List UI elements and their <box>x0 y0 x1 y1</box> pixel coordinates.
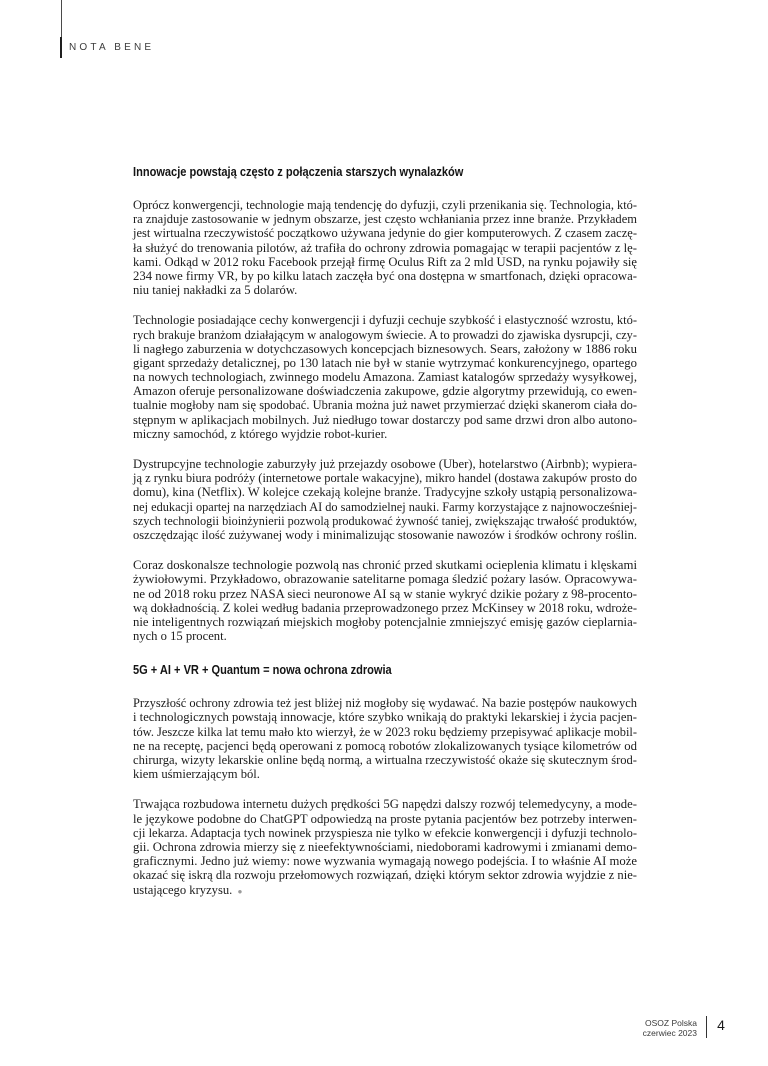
text-line: Coraz doskonalsze technologie pozwolą nas chronić przed skutkami ocieplenia klimatu i klęskami <box>133 558 638 573</box>
text-line: Amazon oferuje personalizowane doświadczenia zakupowe, gdzie algorytmy przewidują, co ewen- <box>133 384 638 399</box>
paragraph <box>133 696 637 781</box>
text-line: rych brakuje branżom działającym w analogowym świecie. A to prowadzi do zjawiska dysrupcji, czy- <box>133 327 637 342</box>
article <box>133 164 637 913</box>
paragraph <box>133 558 637 643</box>
text-line: kami. Odkąd w 2012 roku Facebook przejął firmę Oculus Rift za 2 mld USD, na rynku pojawiły się <box>133 254 638 269</box>
text-line: jest wirtualna rzeczywistość początkowo używana jedynie do gier komputerowych. Z czasem zaczę- <box>133 226 638 241</box>
text-line: Oprócz konwergencji, technologie mają tendencję do dyfuzji, czyli przenikania się. Technologia, któ- <box>133 198 638 212</box>
text-line: kiem uśmierzającym ból. <box>133 767 260 782</box>
text-line: graficznymi. Jedno już wiemy: nowe wyzwania wymagają nowego podejścia. I to właśnie AI może <box>133 854 637 869</box>
text-line: Dystrupcyjne technologie zaburzyły już przejazdy osobowe (Uber), hotelarstwo (Airbnb); wypiera- <box>133 457 638 471</box>
text-line: nych o 15 procent. <box>133 629 227 644</box>
text-line: tualnie mogłoby nam się spodobać. Ubrania można już nawet przymierzać dzięki skanerom ciała do- <box>133 398 637 413</box>
footer-magazine-name: OSOZ Polska <box>645 1018 697 1028</box>
article-section <box>133 662 637 896</box>
paragraph <box>133 457 637 542</box>
footer-issue: czerwiec 2023 <box>642 1027 697 1038</box>
paragraph <box>133 797 637 896</box>
text-line: stępnym w aplikacjach mobilnych. Już niedługo towar dostarczy pod same drzwi dron albo autono- <box>133 412 638 427</box>
text-line: niu taniej nakładki za 5 dolarów. <box>133 283 298 298</box>
text-line: miczny samochód, z którego wyjdzie robot-kurier. <box>133 426 388 441</box>
footer-divider <box>706 1016 707 1038</box>
kicker-rule-tick <box>60 37 62 58</box>
text-line: oszczędzając ilość zużywanej wody i minimalizując stosowanie nawozów i środków ochrony roślin. <box>133 527 638 542</box>
paragraph <box>133 198 637 297</box>
text-line: Przyszłość ochrony zdrowia też jest bliżej niż mogłoby się wydawać. Na bazie postępów naukowych <box>133 696 638 711</box>
footer-magazine-block <box>643 1019 697 1038</box>
text-line: domu), kina (Netflix). W kolejce czekają kolejne branże. Tradycyjne szkoły ustąpią personalizowa- <box>133 485 637 500</box>
text-line: żywiołowymi. Przykładowo, obrazowanie satelitarne pomaga śledzić pożary lasów. Opracowywa- <box>133 572 638 587</box>
text-line: tów. Jeszcze kilka lat temu mało kto wierzył, że w 2023 roku będziemy przepisywać aplikacje mobil- <box>133 724 638 739</box>
page-number: 4 <box>717 1017 725 1033</box>
text-line: chirurga, wizyty lekarskie online będą normą, a wirtualna rzeczywistość okaże się skutecznym środ- <box>133 753 637 767</box>
text-line: ne na receptę, pacjenci będą operowani z pomocą robotów zlokalizowanych tysiące kilometrów od <box>133 738 637 753</box>
text-line: ją z rynku biura podróży (internetowe portale wakacyjne), mikro handel (dostawa zakupów prosto do <box>133 471 637 486</box>
text-line: wą dokładnością. Z kolei według badania przeprowadzonego przez McKinsey w 2018 roku, wdroże- <box>133 600 637 615</box>
text-line: cji lekarza. Adaptacja tych nowinek przyspiesza nie tylko w efekcie konwergencji i dyfuzji technolo- <box>133 825 637 840</box>
section-heading: 5G + AI + VR + Quantum = nowa ochrona zdrowia <box>133 662 392 678</box>
section-heading: Innowacje powstają często z połączenia starszych wynalazków <box>133 164 464 179</box>
text-line: na nowych technologiach, zwinnego modelu Amazona. Zamiast katalogów sprzedaży wysyłkowej, <box>133 370 637 385</box>
text-line: 234 nowe firmy VR, by po kilku latach zaczęła być ona dostępna w smartfonach, dzięki opracowa- <box>133 268 637 283</box>
text-line: nej edukacji opartej na narzędziach AI do samodzielnej nauki. Farmy korzystające z najnowocześniej- <box>133 499 637 514</box>
text-line: le językowe podobne do ChatGPT odpowiedzą na proste pytania pacjentów bez potrzeby interwen- <box>133 811 638 826</box>
text-line: szych technologii bioinżynierii pozwolą produkować żywność taniej, zwiększając trwałość produktów, <box>133 513 638 528</box>
article-section <box>133 164 637 643</box>
text-line: ła służyć do trenowania pilotów, aż trafiła do ochrony zdrowia pomagając w terapii pacjentów z lę- <box>133 240 638 255</box>
text-line: Technologie posiadające cechy konwergencji i dyfuzji cechuje szybkość i elastyczność wzrostu, któ- <box>133 313 638 328</box>
text-line: li nagłego zaburzenia w dotychczasowych koncepcjach biznesowych. Sears, założony w 1886 roku <box>133 341 638 356</box>
text-line: gigant sprzedaży detalicznej, po 130 latach nie był w stanie wytrzymać konkurencyjnego, opartego <box>133 355 637 370</box>
text-line: Trwająca rozbudowa internetu dużych prędkości 5G napędzi dalszy rozwój telemedycyny, a mode- <box>133 797 637 812</box>
text-line: gii. Ochrona zdrowia mierzy się z nieefektywnościami, niedoborami kadrowymi i zmianami demo- <box>133 839 637 854</box>
paragraph <box>133 313 637 441</box>
end-of-article-icon: ● <box>237 886 243 896</box>
text-line: nie inteligentnych rozwiązań miejskich mogłoby potencjalnie zmniejszyć emisję gazów cieplarnia- <box>133 614 637 629</box>
kicker: NOTA BENE <box>69 42 155 53</box>
text-line: ra znajduje zastosowanie w jednym obszarze, jest często wchłaniania przez inne branże. Przykładem <box>133 212 637 227</box>
text-line: ustającego kryzysu. ● <box>133 882 243 897</box>
text-line: i technologicznych powstają innowacje, które szybko wnikają do praktyki lekarskiej i życia pacjen- <box>133 710 638 725</box>
text-line: ne od 2018 roku przez NASA sieci neuronowe AI są w stanie wykryć dzikie pożary z 98-procento- <box>133 586 638 601</box>
text-line: okazać się iskrą dla rozwoju przełomowych rozwiązań, dzięki którym sektor zdrowia wyjdzie z nie- <box>133 868 637 883</box>
